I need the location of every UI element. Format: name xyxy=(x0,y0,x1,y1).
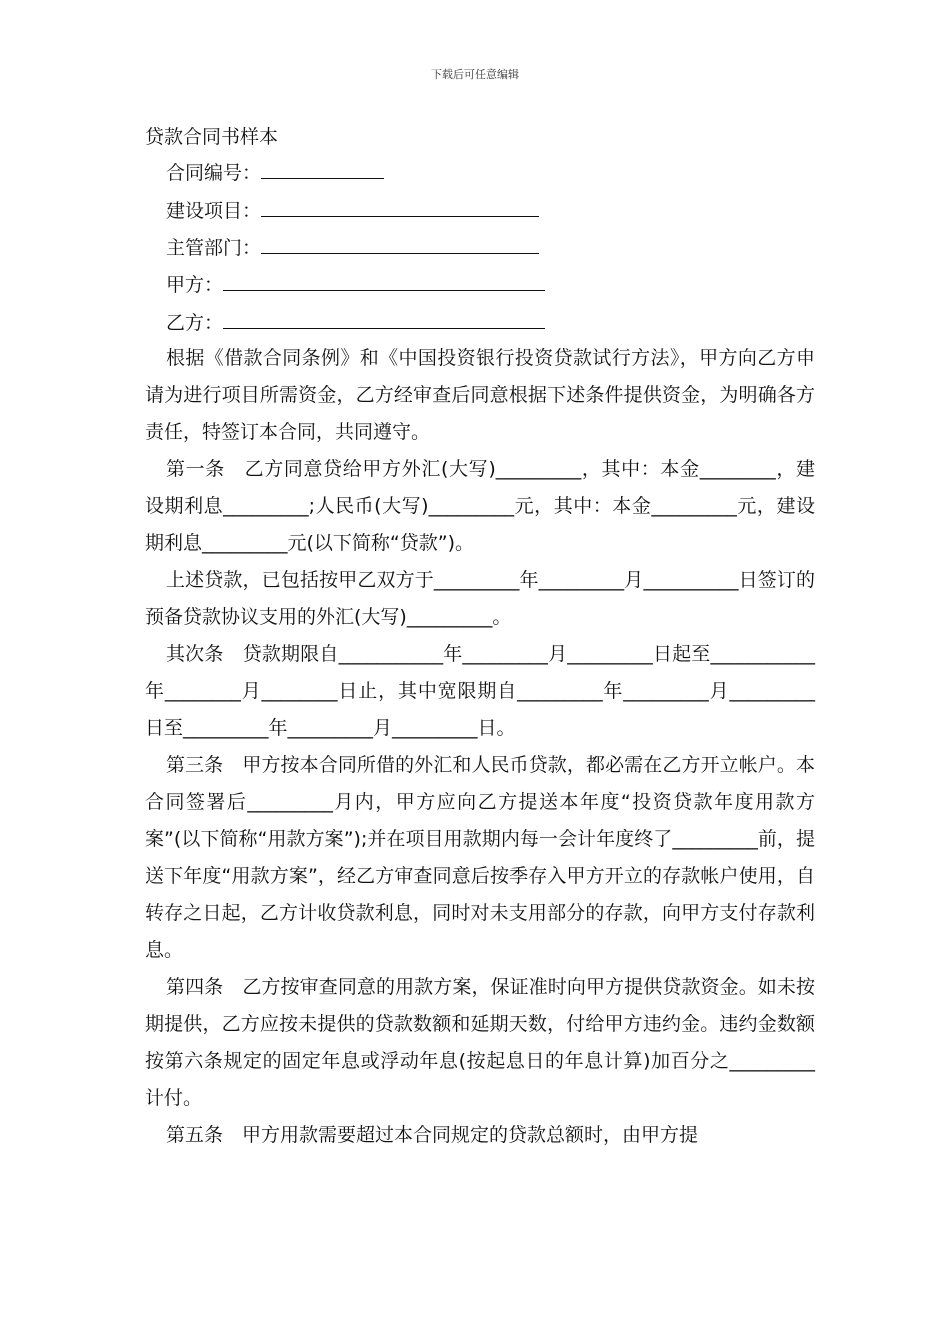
party-a-label: 甲方： xyxy=(166,274,224,296)
project-blank xyxy=(261,196,539,217)
contract-number-field xyxy=(166,158,384,186)
paragraph-article-5: 第五条 甲方用款需要超过本合同规定的贷款总额时，由甲方提 xyxy=(166,1124,699,1146)
page-header: 下载后可任意编辑 xyxy=(431,68,519,81)
party-a-blank xyxy=(223,270,545,291)
contract-body xyxy=(145,340,815,1154)
department-field xyxy=(166,233,539,261)
contract-number-blank xyxy=(261,158,384,179)
project-field xyxy=(166,196,539,224)
paragraph-article-1: 第一条 乙方同意贷给甲方外汇(大写)_________，其中：本金________，建设期利息_________;人民币(大写)_________元，其中：本金_________元，建设期利息_________元(以下简称“贷款”)。 xyxy=(145,458,815,554)
department-blank xyxy=(261,233,539,254)
project-label: 建设项目： xyxy=(166,200,262,222)
party-b-label: 乙方： xyxy=(166,312,224,334)
department-label: 主管部门： xyxy=(166,237,262,259)
contract-number-label: 合同编号： xyxy=(166,162,262,184)
party-a-field xyxy=(166,270,545,298)
paragraph-preamble: 根据《借款合同条例》和《中国投资银行投资贷款试行方法》，甲方向乙方申请为进行项目所需资金，乙方经审查后同意根据下述条件提供资金，为明确各方责任，特签订本合同，共同遵守。 xyxy=(145,347,815,443)
party-b-blank xyxy=(223,308,545,329)
paragraph-article-3: 第三条 甲方按本合同所借的外汇和人民币贷款，都必需在乙方开立帐户。本合同签署后_________月内，甲方应向乙方提送本年度“投资贷款年度用款方案”(以下简称“用款方案”);并在项目用款期内每一会计年度终了_________前，提送下年度“用款方案”，经乙方审查同意后按季存入甲方开立的存款帐户使用，自转存之日起，乙方计收贷款利息，同时对未支用部分的存款，向甲方支付存款利息。 xyxy=(145,754,815,961)
paragraph-article-1-note: 上述贷款，已包括按甲乙双方于_________年_________月__________日签订的预备贷款协议支用的外汇(大写)_________。 xyxy=(145,569,815,628)
party-b-field xyxy=(166,308,545,336)
paragraph-article-2: 其次条 贷款期限自___________年_________月_________日起至___________年________月________日止，其中宽限期自_________年_________月_________日至_________年_________月_________日。 xyxy=(145,643,815,739)
document-title: 贷款合同书样本 xyxy=(145,126,279,148)
paragraph-article-4: 第四条 乙方按审查同意的用款方案，保证准时向甲方提供贷款资金。如未按期提供，乙方应按未提供的贷款数额和延期天数，付给甲方违约金。违约金数额按第六条规定的固定年息或浮动年息(按起息日的年息计算)加百分之_________计付。 xyxy=(145,976,815,1109)
